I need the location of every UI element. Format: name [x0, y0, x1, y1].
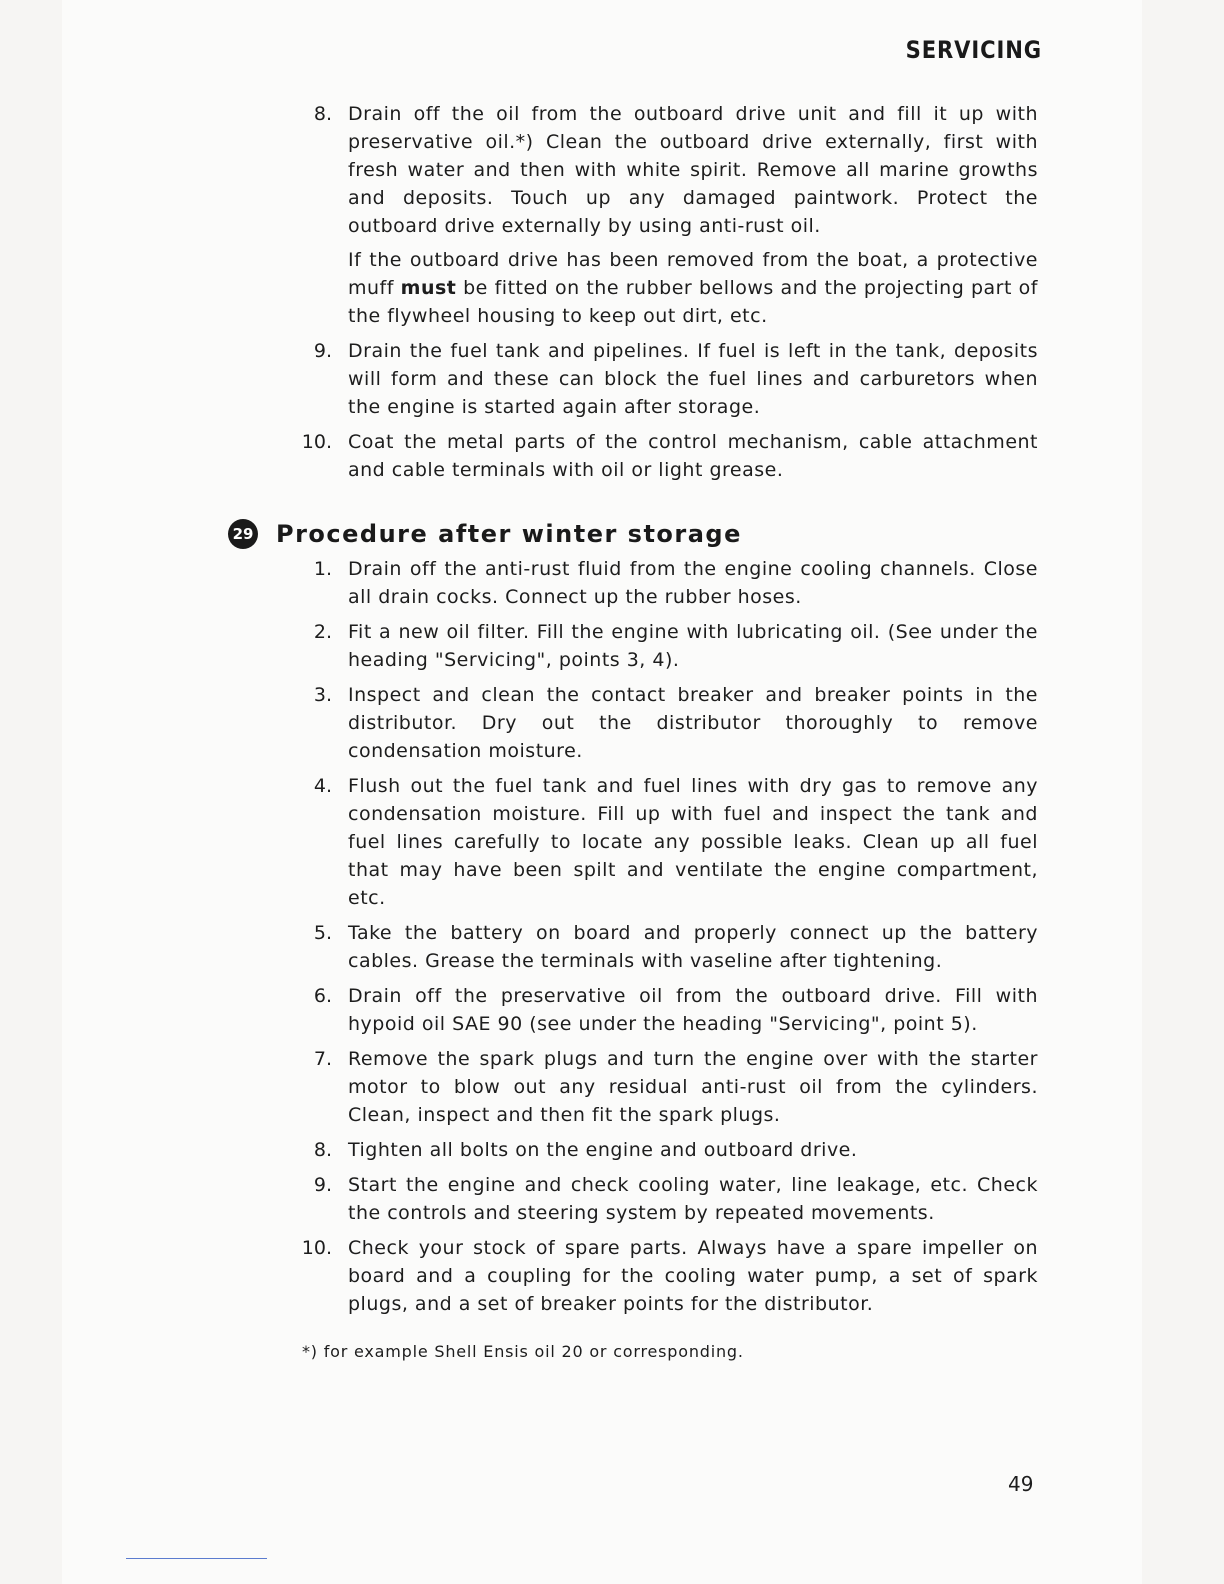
- item-number: 9.: [313, 1174, 332, 1196]
- list-item: [288, 919, 1038, 975]
- list-item: [288, 337, 1038, 421]
- item-number: 6.: [313, 985, 332, 1007]
- bottom-rule: [126, 1558, 267, 1559]
- after-storage-steps-list: [288, 555, 1038, 1325]
- item-paragraph: [348, 246, 1038, 330]
- item-text: Inspect and clean the contact breaker and breaker points in the distributor. Dry out the distributor thoroughly to remove condensation moisture.: [348, 684, 1038, 762]
- item-text: Drain off the preservative oil from the outboard drive. Fill with hypoid oil SAE 90 (see under the heading "Servicing", point 5).: [348, 985, 1038, 1035]
- item-number: 9.: [313, 340, 332, 362]
- list-item: [288, 681, 1038, 765]
- item-number: 4.: [313, 775, 332, 797]
- footnote: *) for example Shell Ensis oil 20 or corresponding.: [302, 1342, 744, 1361]
- section-number-badge: 29: [228, 519, 258, 549]
- item-text: Start the engine and check cooling water, line leakage, etc. Check the controls and steering system by repeated movements.: [348, 1174, 1038, 1224]
- item-number: 8.: [313, 103, 332, 125]
- page-number: 49: [1008, 1472, 1034, 1496]
- para-text-end: be fitted on the rubber bellows and the projecting part of the flywheel housing to keep out dirt, etc.: [348, 277, 1038, 327]
- item-number: 3.: [313, 684, 332, 706]
- item-number: 2.: [313, 621, 332, 643]
- list-item: [288, 100, 1038, 330]
- item-text: Fit a new oil filter. Fill the engine with lubricating oil. (See under the heading "Servicing", points 3, 4).: [348, 621, 1038, 671]
- list-item: [288, 1045, 1038, 1129]
- item-text: Drain the fuel tank and pipelines. If fuel is left in the tank, deposits will form and these can block the fuel lines and carburetors when the engine is started again after storage.: [348, 340, 1038, 418]
- item-number: 10.: [301, 431, 332, 453]
- item-number: 7.: [313, 1048, 332, 1070]
- list-item: [288, 1234, 1038, 1318]
- item-text: Remove the spark plugs and turn the engine over with the starter motor to blow out any residual anti-rust oil from the cylinders. Clean, inspect and then fit the spark plugs.: [348, 1048, 1038, 1126]
- item-text: Tighten all bolts on the engine and outboard drive.: [348, 1139, 858, 1161]
- item-number: 5.: [313, 922, 332, 944]
- list-item: [288, 555, 1038, 611]
- item-text: Coat the metal parts of the control mechanism, cable attachment and cable terminals with oil or light grease.: [348, 431, 1038, 481]
- para-emphasis: must: [400, 277, 457, 299]
- para-text-start: If the outboard drive has been removed from the boat, a protective muff: [348, 249, 1038, 299]
- item-text: Drain off the anti-rust fluid from the engine cooling channels. Close all drain cocks. Connect up the rubber hoses.: [348, 558, 1038, 608]
- page-header: SERVICING: [905, 36, 1042, 64]
- item-number: 10.: [301, 1237, 332, 1259]
- item-number: 1.: [313, 558, 332, 580]
- list-item: [288, 618, 1038, 674]
- section-title: Procedure after winter storage: [276, 520, 742, 548]
- item-text: Check your stock of spare parts. Always have a spare impeller on board and a coupling for the cooling water pump, a set of spark plugs, and a set of breaker points for the distributor.: [348, 1237, 1038, 1315]
- section-heading: [228, 516, 742, 552]
- list-item: [288, 428, 1038, 484]
- item-text: Drain off the oil from the outboard drive unit and fill it up with preservative oil.*) Clean the outboard drive externally, first with fresh water and then with white spirit. Remove all marine growths and deposits. Touch up any damaged paintwork. Protect the outboard drive externally by using anti-rust oil.: [348, 103, 1038, 237]
- item-text: Flush out the fuel tank and fuel lines with dry gas to remove any condensation moisture. Fill up with fuel and inspect the tank and fuel lines carefully to locate any possible leaks. Clean up all fuel that may have been spilt and ventilate the engine compartment, etc.: [348, 775, 1038, 909]
- item-number: 8.: [313, 1139, 332, 1161]
- list-item: [288, 772, 1038, 912]
- storage-steps-list: [288, 100, 1038, 491]
- item-text: Take the battery on board and properly connect up the battery cables. Grease the terminals with vaseline after tightening.: [348, 922, 1038, 972]
- list-item: [288, 982, 1038, 1038]
- list-item: [288, 1136, 1038, 1164]
- list-item: [288, 1171, 1038, 1227]
